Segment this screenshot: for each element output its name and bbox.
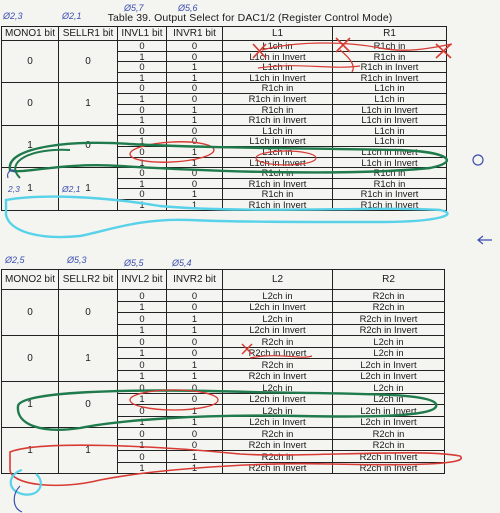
invr-bit-cell: 1 [167,146,223,157]
left-output-cell: R1ch in Invert [223,115,333,126]
invr-bit-cell: 0 [167,382,223,394]
invr-bit-cell: 0 [167,439,223,451]
right-output-cell: L1ch in Invert [333,146,447,157]
invr-bit-cell: 1 [167,370,223,382]
invr-bit-cell: 0 [167,83,223,94]
invl-bit-cell: 1 [118,462,167,474]
left-output-cell: L2ch in Invert [223,324,333,336]
right-output-cell: L2ch in Invert [333,370,445,382]
left-output-cell: L1ch in [223,41,333,52]
table-header-row [2,270,445,290]
output-select-table-dac1 [1,26,447,211]
right-output-cell: R1ch in [333,168,447,179]
invr-bit-cell: 0 [167,93,223,104]
right-output-cell: L1ch in Invert [333,115,447,126]
invr-bit-cell: 1 [167,157,223,168]
invl-bit-cell: 1 [118,416,167,428]
right-output-cell: L2ch in [333,382,445,394]
table-row [2,41,447,52]
left-output-cell: R1ch in [223,83,333,94]
header-r1: R1 [333,27,447,41]
invl-bit-cell: 0 [118,290,167,302]
left-output-cell: L1ch in [223,146,333,157]
header-invr1: INVR1 bit [167,27,223,41]
invl-bit-cell: 0 [118,41,167,52]
right-output-cell: R2ch in Invert [333,324,445,336]
left-output-cell: R2ch in [223,451,333,463]
invl-bit-cell: 1 [118,301,167,313]
left-output-cell: R1ch in [223,168,333,179]
left-output-cell: R2ch in Invert [223,347,333,359]
table-row [2,428,445,440]
table-row [2,125,447,136]
right-output-cell: L2ch in Invert [333,359,445,371]
invl-bit-cell: 1 [118,393,167,405]
invl-bit-cell: 0 [118,189,167,200]
right-output-cell: R2ch in Invert [333,451,445,463]
left-output-cell: L1ch in Invert [223,51,333,62]
mono-bit-cell: 0 [2,83,59,125]
note-invl1: Ø5,7 [124,3,144,13]
invr-bit-cell: 1 [167,451,223,463]
invl-bit-cell: 0 [118,359,167,371]
note-row-sellr: Ø2,1 [62,184,81,194]
header-mono2: MONO2 bit [2,270,59,290]
left-output-cell: R2ch in Invert [223,370,333,382]
note-invr2: Ø5,4 [172,258,192,268]
left-output-cell: L2ch in [223,405,333,417]
right-output-cell: L1ch in [333,125,447,136]
invl-bit-cell: 0 [118,428,167,440]
left-output-cell: R2ch in [223,428,333,440]
table1-body [2,41,447,211]
right-output-cell: R1ch in [333,178,447,189]
sellr-bit-cell: 1 [59,83,118,125]
left-output-cell: R2ch in [223,359,333,371]
note-mono1: Ø2,3 [3,11,23,21]
invr-bit-cell: 1 [167,359,223,371]
right-output-cell: L2ch in [333,393,445,405]
right-output-cell: L1ch in [333,83,447,94]
invr-bit-cell: 0 [167,168,223,179]
right-output-cell: L2ch in [333,347,445,359]
left-output-cell: R1ch in Invert [223,178,333,189]
invr-bit-cell: 1 [167,462,223,474]
left-output-cell: R1ch in [223,189,333,200]
header-invr2: INVR2 bit [167,270,223,290]
table-caption: Table 39. Output Select for DAC1/2 (Register Control Mode) [107,12,393,24]
mono-bit-cell: 0 [2,41,59,83]
invr-bit-cell: 1 [167,416,223,428]
invl-bit-cell: 0 [118,83,167,94]
invl-bit-cell: 0 [118,168,167,179]
invl-bit-cell: 1 [118,324,167,336]
right-output-cell: R2ch in [333,290,445,302]
right-output-cell: R1ch in [333,51,447,62]
invl-bit-cell: 0 [118,451,167,463]
note-sellr1: Ø2,1 [62,11,82,21]
note-invl2: Ø5,5 [124,258,144,268]
right-output-cell: R1ch in [333,41,447,52]
header-sellr2: SELLR2 bit [59,270,118,290]
right-output-cell: L1ch in [333,93,447,104]
invl-bit-cell: 1 [118,178,167,189]
left-output-cell: R1ch in Invert [223,199,333,210]
invr-bit-cell: 1 [167,405,223,417]
mono-bit-cell: 1 [2,382,59,428]
output-select-table-dac2 [1,269,445,474]
invl-bit-cell: 1 [118,72,167,83]
invl-bit-cell: 0 [118,125,167,136]
header-invl1: INVL1 bit [118,27,167,41]
left-output-cell: L1ch in [223,62,333,73]
blue-arrow-mark [478,236,492,244]
table-row [2,168,447,179]
sellr-bit-cell: 0 [59,382,118,428]
right-output-cell: L1ch in Invert [333,104,447,115]
left-output-cell: R2ch in Invert [223,439,333,451]
invl-bit-cell: 0 [118,405,167,417]
invr-bit-cell: 0 [167,347,223,359]
invl-bit-cell: 1 [118,136,167,147]
invr-bit-cell: 0 [167,125,223,136]
sellr-bit-cell: 0 [59,290,118,336]
invr-bit-cell: 1 [167,62,223,73]
right-output-cell: R2ch in [333,439,445,451]
note-mono2: Ø2,5 [5,255,25,265]
right-output-cell: R2ch in [333,428,445,440]
note-sellr2: Ø5,3 [67,255,87,265]
mono-bit-cell: 1 [2,168,59,210]
left-output-cell: R2ch in Invert [223,462,333,474]
header-invl2: INVL2 bit [118,270,167,290]
invr-bit-cell: 1 [167,324,223,336]
invr-bit-cell: 0 [167,393,223,405]
invr-bit-cell: 0 [167,51,223,62]
note-row-mono: 2,3 [8,184,20,194]
right-output-cell: L2ch in [333,336,445,348]
mono-bit-cell: 0 [2,336,59,382]
invl-bit-cell: 1 [118,370,167,382]
left-output-cell: L2ch in Invert [223,416,333,428]
invr-bit-cell: 1 [167,199,223,210]
left-output-cell: L1ch in Invert [223,72,333,83]
right-output-cell: L1ch in [333,136,447,147]
invl-bit-cell: 0 [118,336,167,348]
invr-bit-cell: 0 [167,178,223,189]
table-header-row [2,27,447,41]
left-output-cell: L1ch in Invert [223,136,333,147]
right-output-cell: R2ch in Invert [333,462,445,474]
invl-bit-cell: 0 [118,62,167,73]
invr-bit-cell: 1 [167,189,223,200]
invr-bit-cell: 1 [167,72,223,83]
left-output-cell: L2ch in Invert [223,393,333,405]
header-r2: R2 [333,270,445,290]
right-output-cell: R2ch in Invert [333,313,445,325]
invl-bit-cell: 0 [118,313,167,325]
invl-bit-cell: 0 [118,104,167,115]
left-output-cell: R1ch in [223,104,333,115]
invr-bit-cell: 0 [167,290,223,302]
table-row [2,290,445,302]
header-mono1: MONO1 bit [2,27,59,41]
invl-bit-cell: 1 [118,347,167,359]
sellr-bit-cell: 0 [59,125,118,167]
header-l1: L1 [223,27,333,41]
right-output-cell: R2ch in [333,301,445,313]
invl-bit-cell: 1 [118,157,167,168]
invl-bit-cell: 1 [118,93,167,104]
invr-bit-cell: 1 [167,104,223,115]
invr-bit-cell: 1 [167,313,223,325]
right-output-cell: R1ch in Invert [333,199,447,210]
left-output-cell: L1ch in Invert [223,157,333,168]
left-output-cell: R1ch in Invert [223,93,333,104]
invl-bit-cell: 1 [118,439,167,451]
invr-bit-cell: 0 [167,336,223,348]
left-output-cell: R2ch in [223,336,333,348]
invl-bit-cell: 0 [118,382,167,394]
blue-circle-mark [473,155,483,165]
mono-bit-cell: 1 [2,125,59,167]
left-output-cell: L2ch in [223,290,333,302]
mono-bit-cell: 0 [2,290,59,336]
right-output-cell: R1ch in Invert [333,72,447,83]
header-l2: L2 [223,270,333,290]
right-output-cell: L2ch in Invert [333,405,445,417]
header-sellr1: SELLR1 bit [59,27,118,41]
invr-bit-cell: 0 [167,41,223,52]
mono-bit-cell: 1 [2,428,59,474]
left-output-cell: L2ch in [223,313,333,325]
left-output-cell: L2ch in [223,382,333,394]
right-output-cell: L2ch in Invert [333,416,445,428]
invr-bit-cell: 0 [167,301,223,313]
invl-bit-cell: 1 [118,115,167,126]
sellr-bit-cell: 1 [59,168,118,210]
invr-bit-cell: 0 [167,136,223,147]
invr-bit-cell: 0 [167,428,223,440]
blue-bracket-mark [14,486,22,512]
left-output-cell: L2ch in Invert [223,301,333,313]
invr-bit-cell: 1 [167,115,223,126]
sellr-bit-cell: 1 [59,428,118,474]
sellr-bit-cell: 0 [59,41,118,83]
sellr-bit-cell: 1 [59,336,118,382]
right-output-cell: R1ch in Invert [333,189,447,200]
right-output-cell: R1ch in Invert [333,62,447,73]
right-output-cell: L1ch in Invert [333,157,447,168]
table-row [2,83,447,94]
invl-bit-cell: 0 [118,146,167,157]
left-output-cell: L1ch in [223,125,333,136]
table-row [2,382,445,394]
invl-bit-cell: 1 [118,51,167,62]
invl-bit-cell: 1 [118,199,167,210]
table-row [2,336,445,348]
table2-body [2,290,445,474]
note-invr1: Ø5,6 [178,3,198,13]
